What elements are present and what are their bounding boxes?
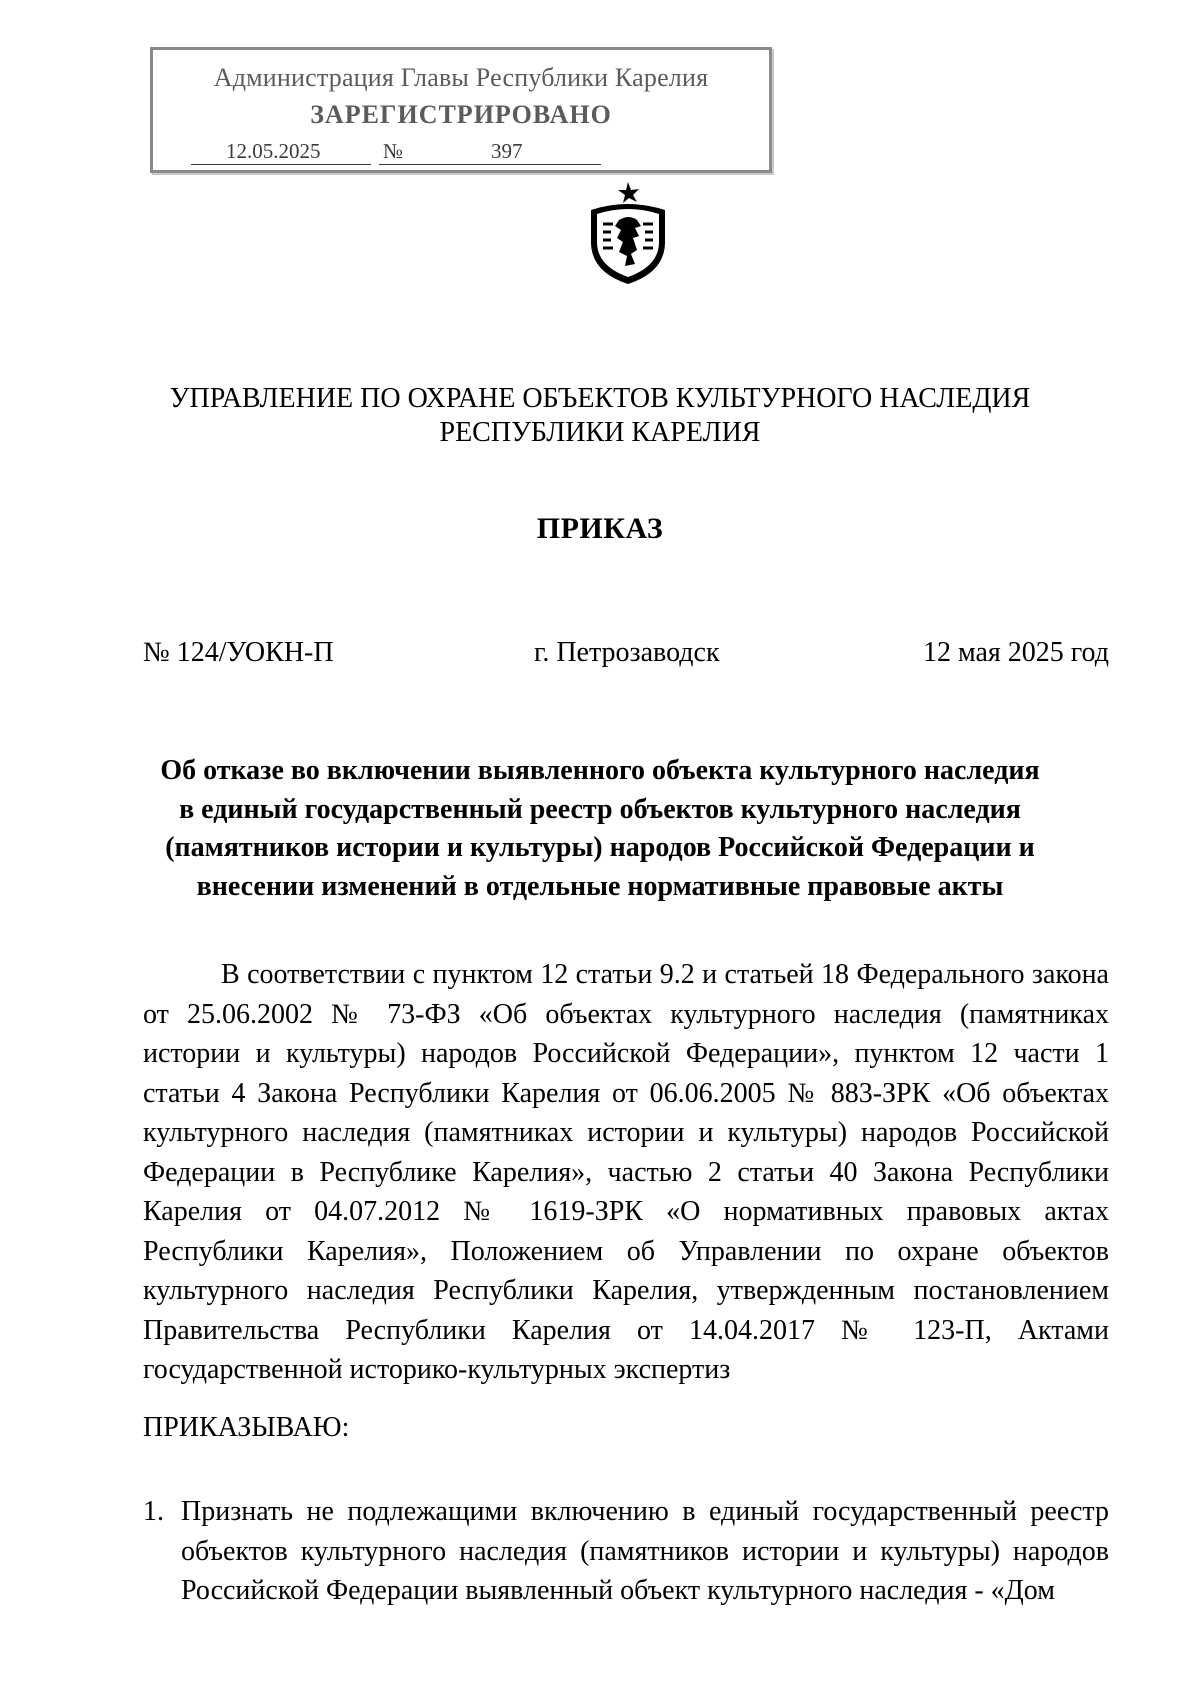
stamp-registration-line <box>191 138 601 165</box>
subject-line-3: (памятников истории и культуры) народов Российской Федерации и <box>165 832 1035 864</box>
order-number: № 124/УОКН-П <box>143 637 334 668</box>
subject-line-4: внесении изменений в отдельные нормативные правовые акты <box>196 870 1004 902</box>
organization-name <box>0 382 1200 450</box>
registration-stamp <box>150 47 772 173</box>
subject-line-1: Об отказе во включении выявленного объекта культурного наследия <box>160 755 1040 786</box>
list-item-number: 1. <box>143 1496 164 1527</box>
subject-line-2: в единый государственный реестр объектов культурного наследия <box>179 793 1021 825</box>
order-subject <box>120 752 1080 906</box>
stamp-issuer: Администрация Главы Республики Карелия <box>213 63 709 92</box>
organization-line-1: УПРАВЛЕНИЕ ПО ОХРАНЕ ОБЪЕКТОВ КУЛЬТУРНОГО НАСЛЕДИЯ <box>169 383 1031 414</box>
stamp-number-sign: № <box>383 139 404 163</box>
order-city: г. Петрозаводск <box>534 637 720 668</box>
preamble-paragraph: В соответствии с пунктом 12 статьи 9.2 и статьей 18 Федерального закона от 25.06.2002 № 73-ФЗ «Об объектах культурного наследия (памятниках истории и культуры) народов Российской Федерации», пунктом 12 части 1 статьи 4 Закона Республики Карелия от 06.06.2005 № 883-ЗРК «Об объектах культурного наследия (памятниках истории и культуры) народов Российской Федерации в Республике Карелия», частью 2 статьи 40 Закона Республики Карелия от 04.07.2012 № 1619-ЗРК «О нормативных правовых актах Республики Карелия», Положением об Управлении по охране объектов культурного наследия Республики Карелия, утвержденным постановлением Правительства Республики Карелия от 14.04.2017 № 123-П, Актами государственной историко-культурных экспертиз <box>143 959 1109 1385</box>
organization-line-2: РЕСПУБЛИКИ КАРЕЛИЯ <box>439 417 761 448</box>
list-item <box>143 1492 1109 1611</box>
karelia-coat-of-arms-icon <box>585 180 671 288</box>
order-date: 12 мая 2025 год <box>922 637 1109 668</box>
document-type: ПРИКАЗ <box>536 512 664 545</box>
stamp-date: 12.05.2025 <box>226 139 321 163</box>
stamp-number: 397 <box>491 139 523 163</box>
list-item-text: Признать не подлежащими включению в единый государственный реестр объектов культурного наследия (памятников истории и культуры) народов Российской Федерации выявленный объект культурного наследия - «Дом <box>181 1496 1109 1606</box>
order-word: ПРИКАЗЫВАЮ: <box>143 1412 350 1443</box>
stamp-status: ЗАРЕГИСТРИРОВАНО <box>310 100 612 129</box>
